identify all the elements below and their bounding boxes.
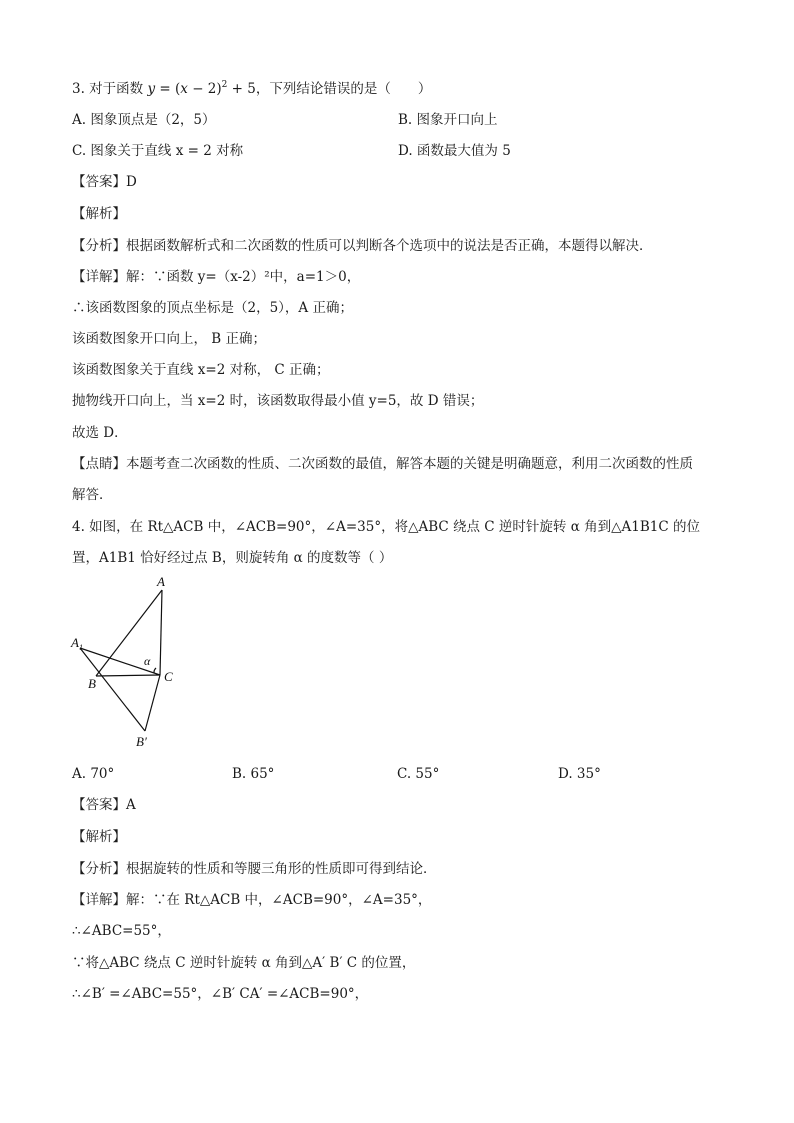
q4-stem-line1: 4. 如图，在 Rt△ACB 中，∠ACB=90°，∠A=35°，将△ABC 绕点 C 逆时针旋转 α 角到△A1B1C 的位: [72, 519, 700, 535]
label-b1: B′: [136, 734, 147, 749]
label-a1: $A_1$: [71, 635, 83, 652]
q3-formula-exp: 2: [221, 80, 228, 90]
segment-bc: [96, 675, 160, 676]
q3-stem: [72, 76, 431, 98]
q3-line-min: 抛物线开口向上，当 x=2 时，该函数取得最小值 y=5，故 D 错误；: [72, 393, 484, 409]
q3-option-c: C. 图象关于直线 x = 2 对称: [72, 143, 244, 159]
q3-stem-suffix: ，下列结论错误的是（ ）: [255, 81, 432, 97]
label-c: C: [164, 669, 173, 684]
q4-line-abc: ∴∠ABC=55°，: [72, 923, 171, 939]
q3-analysis-head: 【解析】: [72, 206, 126, 222]
q4-option-c: C. 55°: [397, 766, 440, 782]
q3-line-opens-up: 该函数图象开口向上， B 正确；: [72, 331, 267, 347]
q4-option-d: D. 35°: [558, 766, 601, 782]
q4-analysis-head: 【解析】: [72, 829, 126, 845]
segment-ab: [96, 590, 162, 676]
q3-line-vertex: ∴该函数图象的顶点坐标是（2，5），A 正确；: [72, 300, 353, 316]
q3-line-comment-cont: 解答．: [72, 487, 113, 503]
label-alpha: α: [144, 654, 151, 668]
q4-line-analysis: 【分析】根据旋转的性质和等腰三角形的性质即可得到结论．: [72, 861, 437, 877]
q4-line-detail: 【详解】解：∵在 Rt△ACB 中，∠ACB=90°，∠A=35°，: [72, 892, 432, 908]
q3-formula-after: − 2): [187, 81, 222, 97]
q3-option-b: B. 图象开口向上: [398, 112, 498, 128]
q4-stem-line2: 置，A1B1 恰好经过点 B，则旋转角 α 的度数等（ ）: [72, 550, 393, 566]
segment-ac: [160, 590, 162, 675]
q3-formula-x: x: [180, 81, 188, 97]
q3-formula-tail: + 5: [227, 81, 256, 97]
label-a: A: [157, 574, 165, 589]
q4-option-b: B. 65°: [232, 766, 275, 782]
q3-answer: 【答案】D: [72, 174, 137, 190]
q3-line-comment: 【点睛】本题考查二次函数的性质、二次函数的最值，解答本题的关键是明确题意，利用二次函数的性质: [72, 456, 693, 472]
q4-option-a: A. 70°: [72, 766, 115, 782]
angle-mark: [154, 668, 156, 673]
q3-stem-prefix: 3. 对于函数: [72, 81, 144, 97]
q3-line-symmetry: 该函数图象关于直线 x=2 对称， C 正确；: [72, 362, 330, 378]
q3-line-analysis: 【分析】根据函数解析式和二次函数的性质可以判断各个选项中的说法是否正确，本题得以解决．: [72, 238, 653, 254]
q4-line-rotation: ∵将△ABC 绕点 C 逆时针旋转 α 角到△A′ B′ C 的位置，: [72, 955, 416, 971]
q4-answer: 【答案】A: [72, 797, 136, 813]
q3-line-choose: 故选 D．: [72, 425, 128, 441]
label-b: B: [88, 676, 96, 691]
q4-geometry-figure: [60, 572, 190, 757]
q3-formula-mid: = (: [155, 81, 181, 97]
q4-line-angles: ∴∠B′ =∠ABC=55°，∠B′ CA′ =∠ACB=90°，: [72, 986, 369, 1002]
q3-option-a: A. 图象顶点是（2，5）: [72, 112, 216, 128]
segment-b1c: [145, 675, 160, 731]
q3-option-d: D. 函数最大值为 5: [398, 143, 511, 159]
q3-line-detail: 【详解】解：∵函数 y=（x-2）²中，a=1＞0，: [72, 269, 361, 285]
q3-formula-lhs: y: [147, 81, 156, 97]
